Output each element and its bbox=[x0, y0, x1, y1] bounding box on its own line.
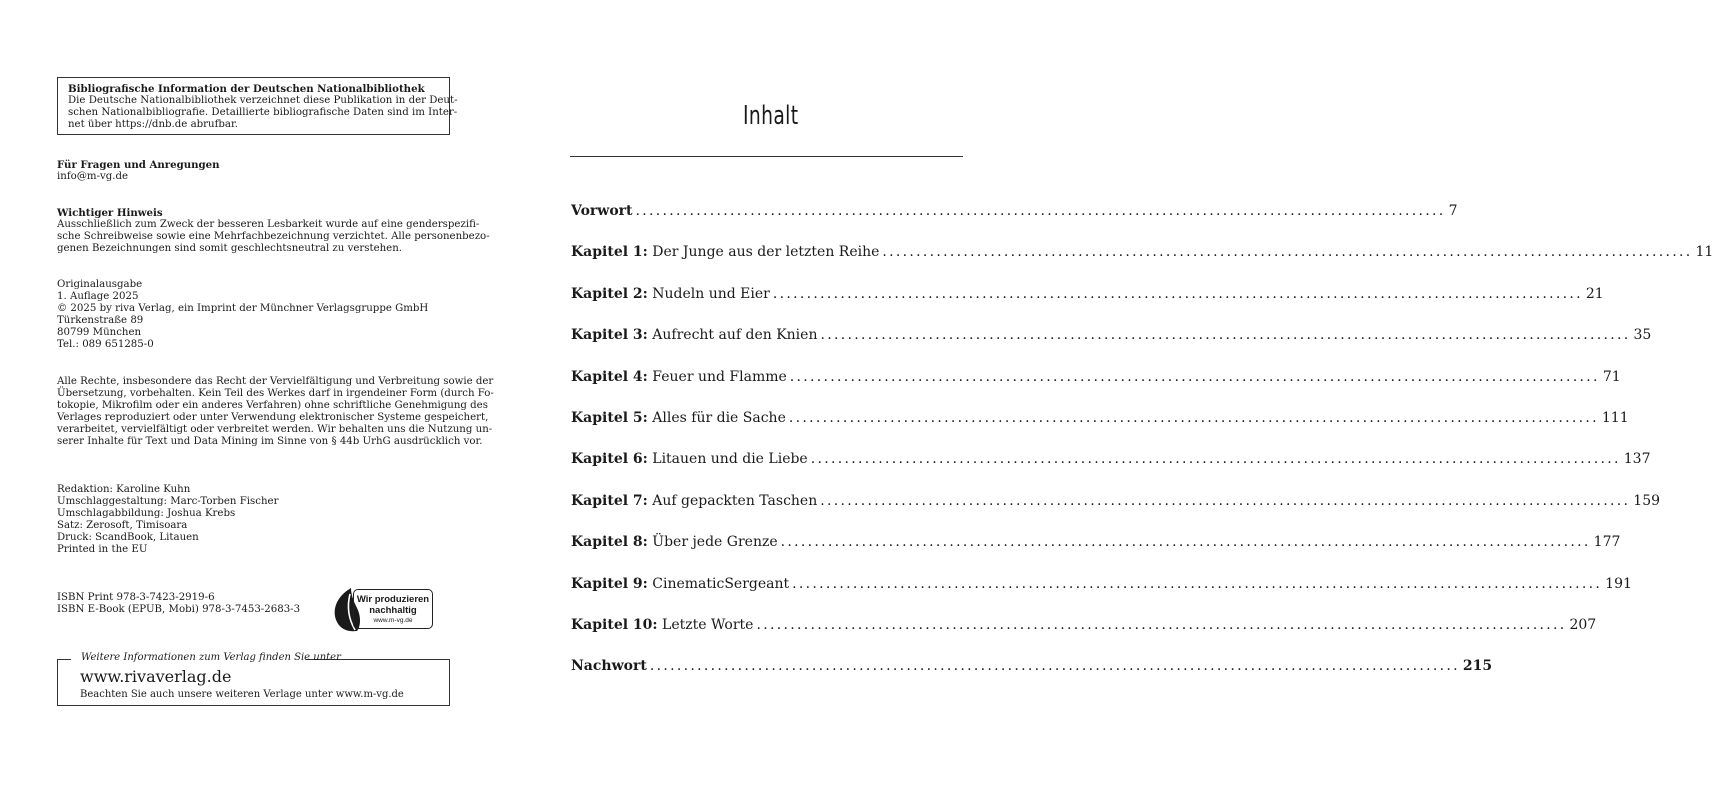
toc-title: Inhalt bbox=[743, 101, 799, 131]
toc-entry[interactable] bbox=[571, 534, 1621, 551]
rights-line: tokopie, Mikrofilm oder ein anderes Verfahren) ohne schriftliche Genehmigung des bbox=[57, 400, 488, 412]
biblio-line: schen Nationalbibliografie. Detaillierte bibliografische Daten sind im Inter- bbox=[68, 107, 458, 119]
toc-entry[interactable] bbox=[571, 451, 1651, 468]
credits-line: Umschlagabbildung: Joshua Krebs bbox=[57, 508, 236, 520]
toc-entry-label-bold: Kapitel 3: bbox=[571, 327, 648, 344]
badge-line: Wir produzieren bbox=[356, 594, 430, 605]
toc-entry-label-bold: Kapitel 8: bbox=[571, 534, 648, 551]
toc-entry-title: Über jede Grenze bbox=[647, 534, 778, 551]
toc-entry-label bbox=[571, 327, 817, 343]
toc-entry-label bbox=[571, 410, 786, 426]
edition-line: 80799 München bbox=[57, 327, 142, 339]
rights-line: Alle Rechte, insbesondere das Recht der Vervielfältigung und Verbreitung sowie der bbox=[57, 376, 494, 387]
rights-line: Verlages reproduziert oder unter Verwendung elektronischer Systeme gespeichert, bbox=[57, 412, 489, 424]
toc-leader-dots: ........................................................................................................................ bbox=[635, 203, 1446, 219]
toc-page bbox=[510, 0, 1713, 794]
hint-line: sche Schreibweise sowie eine Mehrfachbezeichnung verzichtet. Alle personenbezo- bbox=[57, 231, 490, 243]
toc-entry-title: Auf gepackten Taschen bbox=[647, 492, 818, 509]
info-caption: Weitere Informationen zum Verlag finden Sie unter bbox=[81, 652, 341, 663]
toc-entry-label bbox=[571, 203, 633, 219]
toc-entry-label-bold: Kapitel 4: bbox=[571, 368, 648, 385]
isbn-section bbox=[57, 592, 317, 616]
toc-entry-label bbox=[571, 576, 789, 592]
toc-entry-label-bold: Kapitel 9: bbox=[571, 575, 648, 592]
toc-leader-dots: ........................................................................................................................ bbox=[792, 575, 1603, 592]
toc-entry[interactable] bbox=[571, 492, 1661, 509]
toc-entry-label bbox=[571, 658, 647, 674]
toc-entry[interactable] bbox=[571, 327, 1652, 344]
hint-heading: Wichtiger Hinweis bbox=[57, 207, 163, 219]
badge-text-box bbox=[353, 589, 433, 629]
toc-entry-page: 11 bbox=[1695, 244, 1713, 261]
credits-line: Printed in the EU bbox=[57, 544, 148, 556]
toc-entry-label bbox=[571, 286, 770, 302]
toc-entry-label bbox=[571, 493, 817, 509]
publisher-url-link[interactable]: www.rivaverlag.de bbox=[80, 667, 232, 686]
toc-entry[interactable] bbox=[571, 617, 1597, 633]
rights-line: Übersetzung, vorbehalten. Kein Teil des Werkes darf in irgendeiner Form (durch Fo- bbox=[57, 388, 494, 400]
isbn-print: ISBN Print 978-3-7423-2919-6 bbox=[57, 592, 215, 603]
toc-entry-page: 71 bbox=[1602, 368, 1621, 385]
biblio-line: net über https://dnb.de abrufbar. bbox=[68, 119, 238, 131]
toc-leader-dots: ........................................................................................................................ bbox=[789, 368, 1600, 385]
toc-leader-dots: ........................................................................................................................ bbox=[820, 492, 1631, 509]
edition-line: Türkenstraße 89 bbox=[57, 315, 144, 327]
toc-leader-dots: ........................................................................................................................ bbox=[810, 451, 1621, 468]
toc-leader-dots: ........................................................................................................................ bbox=[780, 534, 1591, 551]
edition-line: 1. Auflage 2025 bbox=[57, 291, 139, 303]
isbn-ebook: ISBN E-Book (EPUB, Mobi) 978-3-7453-2683-3 bbox=[57, 604, 301, 616]
toc-entry-title: Feuer und Flamme bbox=[647, 368, 787, 385]
toc-entry-page: 191 bbox=[1605, 575, 1632, 592]
bibliographic-info-box bbox=[57, 77, 458, 135]
toc-entry[interactable] bbox=[571, 285, 1604, 302]
toc-leader-dots: ........................................................................................................................ bbox=[882, 244, 1693, 261]
box-border bbox=[57, 659, 71, 660]
toc-leader-dots: ........................................................................................................................ bbox=[820, 327, 1631, 344]
toc-entry-label bbox=[571, 451, 808, 467]
edition-section bbox=[57, 279, 450, 352]
toc-entry[interactable] bbox=[571, 575, 1632, 592]
toc-divider bbox=[570, 156, 963, 157]
toc-leader-dots: ........................................................................................................................ bbox=[772, 285, 1583, 302]
toc-entry-title: Nudeln und Eier bbox=[647, 285, 770, 302]
toc-entry-page: 215 bbox=[1462, 658, 1493, 675]
toc-entry-label-bold: Kapitel 10: bbox=[571, 617, 658, 633]
toc-entry-label-bold: Kapitel 2: bbox=[571, 285, 648, 302]
toc-entry-label-bold: Kapitel 1: bbox=[571, 244, 648, 261]
toc-entry-page: 137 bbox=[1623, 451, 1651, 468]
toc-entry-page: 21 bbox=[1585, 285, 1604, 302]
toc-entry-page: 159 bbox=[1633, 492, 1661, 509]
toc-entry-page: 207 bbox=[1569, 617, 1597, 633]
questions-section bbox=[57, 159, 450, 183]
toc-entry[interactable] bbox=[571, 244, 1713, 261]
toc-entry-title: Alles für die Sache bbox=[647, 410, 786, 426]
toc-entry-label-bold: Kapitel 7: bbox=[571, 492, 648, 509]
toc-leader-dots: ........................................................................................................................ bbox=[788, 410, 1599, 426]
rights-line: serer Inhalte für Text und Data Mining im Sinne von § 44b UrhG ausdrücklich vor. bbox=[57, 436, 483, 448]
biblio-heading: Bibliografische Information der Deutschen Nationalbibliothek bbox=[68, 83, 425, 95]
toc-entry-label-bold: Kapitel 5: bbox=[571, 410, 648, 426]
toc-entry-title: Der Junge aus der letzten Reihe bbox=[647, 244, 880, 261]
toc-entry-label-bold: Kapitel 6: bbox=[571, 451, 648, 468]
toc-entry-title: Litauen und die Liebe bbox=[647, 451, 808, 468]
toc-entry-label-bold: Vorwort bbox=[571, 203, 633, 219]
questions-heading: Für Fragen und Anregungen bbox=[57, 159, 220, 171]
credits-line: Redaktion: Karoline Kuhn bbox=[57, 484, 191, 495]
publisher-info-box bbox=[57, 652, 450, 706]
toc-entry-label bbox=[571, 244, 879, 260]
toc-entry-label bbox=[571, 369, 787, 385]
toc-entry[interactable] bbox=[571, 410, 1629, 426]
sustainability-badge bbox=[331, 586, 435, 634]
imprint-page bbox=[0, 0, 510, 794]
rights-section bbox=[57, 376, 494, 449]
biblio-line: Die Deutsche Nationalbibliothek verzeichnet diese Publikation in der Deut- bbox=[68, 95, 458, 107]
credits-line: Umschlaggestaltung: Marc-Torben Fischer bbox=[57, 496, 279, 508]
toc-entry[interactable] bbox=[571, 203, 1458, 219]
credits-line: Satz: Zerosoft, Timisoara bbox=[57, 520, 188, 532]
toc-entry-page: 111 bbox=[1601, 410, 1629, 426]
hint-section bbox=[57, 207, 490, 255]
credits-line: Druck: ScandBook, Litauen bbox=[57, 532, 199, 544]
rights-line: verarbeitet, vervielfältigt oder verbreitet werden. Wir behalten uns die Nutzung un- bbox=[57, 424, 493, 436]
credits-section bbox=[57, 484, 450, 557]
toc-entry[interactable] bbox=[571, 368, 1621, 385]
toc-entry-title: Letzte Worte bbox=[657, 617, 754, 633]
toc-entry-label bbox=[571, 617, 753, 633]
hint-line: genen Bezeichnungen sind somit geschlechtsneutral zu verstehen. bbox=[57, 243, 402, 255]
questions-email[interactable]: info@m-vg.de bbox=[57, 171, 129, 183]
toc-entry-page: 7 bbox=[1448, 203, 1458, 219]
badge-url: www.m-vg.de bbox=[373, 617, 413, 624]
toc-entry-label bbox=[571, 534, 778, 550]
toc-leader-dots: ........................................................................................................................ bbox=[649, 658, 1460, 675]
more-publishers-text: Beachten Sie auch unsere weiteren Verlage unter www.m-vg.de bbox=[80, 689, 404, 700]
toc-entry-title: Aufrecht auf den Knien bbox=[647, 327, 818, 344]
hint-line: Ausschließlich zum Zweck der besseren Lesbarkeit wurde auf eine genderspezifi- bbox=[57, 219, 480, 231]
badge-line: nachhaltig bbox=[369, 605, 417, 616]
toc-entry[interactable] bbox=[571, 658, 1493, 675]
toc-entry-page: 177 bbox=[1593, 534, 1621, 551]
edition-line: © 2025 by riva Verlag, ein Imprint der Münchner Verlagsgruppe GmbH bbox=[57, 303, 429, 315]
toc-entry-title: CinematicSergeant bbox=[647, 575, 790, 592]
edition-line: Originalausgabe bbox=[57, 279, 143, 290]
toc-entry-label-bold: Nachwort bbox=[571, 658, 647, 675]
toc-leader-dots: ........................................................................................................................ bbox=[756, 617, 1567, 633]
edition-line: Tel.: 089 651285-0 bbox=[57, 339, 154, 351]
toc-entry-page: 35 bbox=[1633, 327, 1652, 344]
